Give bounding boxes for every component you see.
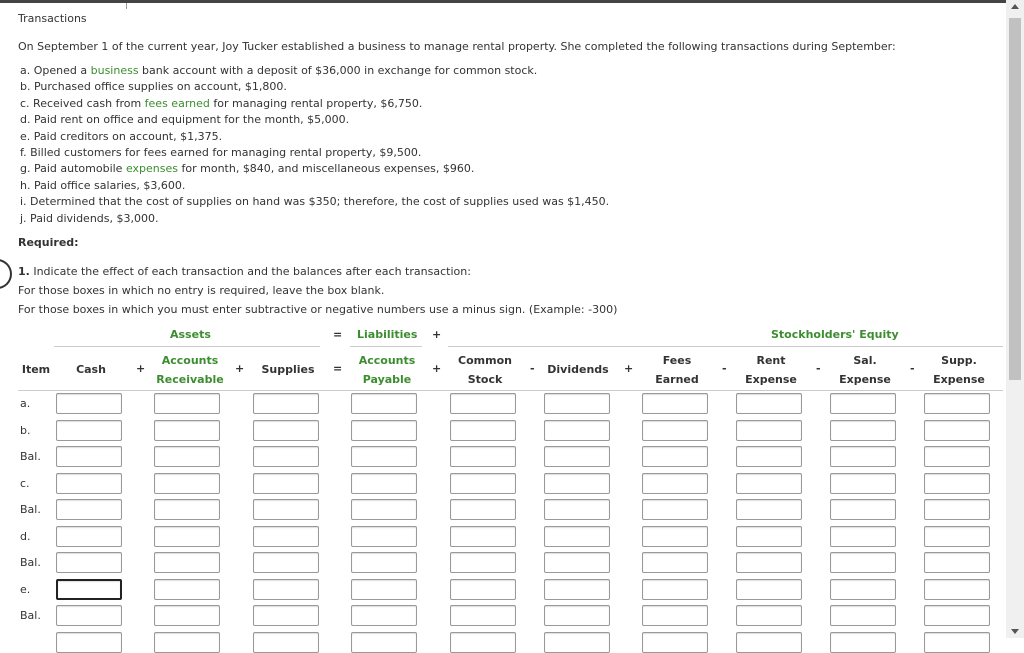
- equals-operator: =: [333, 328, 343, 341]
- dividends-input[interactable]: [544, 420, 610, 441]
- supplies-expense-input[interactable]: [924, 552, 990, 573]
- cash-input[interactable]: [56, 605, 122, 626]
- scrollbar-thumb[interactable]: [1009, 18, 1021, 380]
- transaction-item: i. Determined that the cost of supplies on hand was $350; therefore, the cost of supplies used was $1,450.: [20, 195, 610, 209]
- supplies-input[interactable]: [253, 420, 319, 441]
- vertical-scrollbar[interactable]: [1006, 0, 1024, 638]
- transaction-list: [20, 63, 609, 227]
- supplies-expense-input[interactable]: [924, 499, 990, 520]
- common-stock-input[interactable]: [450, 499, 516, 520]
- cash-input[interactable]: [56, 579, 122, 600]
- col-fees-earned: Fees Earned: [655, 354, 699, 386]
- fees-earned-input[interactable]: [642, 526, 708, 547]
- dividends-input[interactable]: [544, 499, 610, 520]
- dividends-input[interactable]: [544, 446, 610, 467]
- col-supplies-expense: Supp. Expense: [933, 354, 985, 386]
- cash-input[interactable]: [56, 420, 122, 441]
- cash-input[interactable]: [56, 552, 122, 573]
- fees-earned-input[interactable]: [642, 632, 708, 653]
- required-label: Required:: [18, 236, 79, 249]
- common-stock-input[interactable]: [450, 632, 516, 653]
- supplies-expense-input[interactable]: [924, 526, 990, 547]
- transaction-item: g. Paid automobile expenses for month, $840, and miscellaneous expenses, $960.: [20, 162, 475, 176]
- supplies-expense-input[interactable]: [924, 393, 990, 414]
- accounts-receivable-input[interactable]: [154, 552, 220, 573]
- fees-earned-input[interactable]: [642, 446, 708, 467]
- rent-expense-input[interactable]: [736, 446, 802, 467]
- salaries-expense-input[interactable]: [830, 632, 896, 653]
- transaction-item: d. Paid rent on office and equipment for the month, $5,000.: [20, 113, 350, 127]
- supplies-input[interactable]: [253, 393, 319, 414]
- supplies-expense-input[interactable]: [924, 579, 990, 600]
- row-label: e.: [20, 583, 31, 596]
- col-salaries-expense: Sal. Expense: [839, 354, 891, 386]
- salaries-expense-input[interactable]: [830, 393, 896, 414]
- question-1: 1. Indicate the effect of each transaction and the balances after each transaction:: [18, 265, 471, 278]
- group-liabilities: Liabilities: [357, 328, 418, 341]
- row-label: d.: [20, 530, 31, 543]
- supplies-input[interactable]: [253, 605, 319, 626]
- accounts-receivable-input[interactable]: [154, 605, 220, 626]
- common-stock-input[interactable]: [450, 579, 516, 600]
- common-stock-input[interactable]: [450, 526, 516, 547]
- common-stock-input[interactable]: [450, 552, 516, 573]
- tab-marker: [126, 3, 127, 9]
- accounts-receivable-input[interactable]: [154, 632, 220, 653]
- supplies-expense-input[interactable]: [924, 420, 990, 441]
- supplies-expense-input[interactable]: [924, 605, 990, 626]
- salaries-expense-input[interactable]: [830, 605, 896, 626]
- fees-earned-input[interactable]: [642, 605, 708, 626]
- instruction-note: For those boxes in which no entry is required, leave the box blank.: [18, 284, 385, 297]
- col-accounts-receivable: Accounts Receivable: [156, 354, 224, 386]
- fees-earned-input[interactable]: [642, 499, 708, 520]
- accounts-receivable-input[interactable]: [154, 393, 220, 414]
- transaction-item: h. Paid office salaries, $3,600.: [20, 178, 186, 192]
- salaries-expense-input[interactable]: [830, 526, 896, 547]
- plus-operator: +: [136, 362, 146, 375]
- accounts-receivable-input[interactable]: [154, 526, 220, 547]
- common-stock-input[interactable]: [450, 393, 516, 414]
- equity-underline: [448, 346, 1003, 347]
- col-dividends: Dividends: [547, 363, 609, 376]
- cash-input[interactable]: [56, 632, 122, 653]
- accounts-payable-input[interactable]: [351, 526, 417, 547]
- transaction-item: e. Paid creditors on account, $1,375.: [20, 129, 223, 143]
- salaries-expense-input[interactable]: [830, 499, 896, 520]
- col-supplies: Supplies: [261, 363, 315, 376]
- supplies-input[interactable]: [253, 552, 319, 573]
- scroll-up-icon[interactable]: [1011, 4, 1019, 9]
- fees-earned-input[interactable]: [642, 579, 708, 600]
- fees-earned-input[interactable]: [642, 393, 708, 414]
- liabilities-underline: [350, 346, 422, 347]
- transaction-item: b. Purchased office supplies on account, $1,800.: [20, 80, 287, 94]
- dividends-input[interactable]: [544, 526, 610, 547]
- accounts-payable-input[interactable]: [351, 499, 417, 520]
- supplies-input[interactable]: [253, 526, 319, 547]
- fees-earned-input[interactable]: [642, 420, 708, 441]
- glossary-link[interactable]: fees earned: [144, 96, 210, 110]
- plus-operator: +: [235, 362, 245, 375]
- glossary-link[interactable]: expenses: [125, 162, 178, 176]
- header-divider: [18, 390, 1003, 391]
- cash-input[interactable]: [56, 393, 122, 414]
- rent-expense-input[interactable]: [736, 632, 802, 653]
- group-assets: Assets: [170, 328, 211, 341]
- row-label: Bal.: [20, 450, 41, 463]
- accounts-receivable-input[interactable]: [154, 499, 220, 520]
- intro-text: On September 1 of the current year, Joy Tucker established a business to manage rental property. She completed the following transactions during September:: [18, 40, 896, 53]
- minus-operator: -: [910, 362, 915, 375]
- supplies-expense-input[interactable]: [924, 632, 990, 653]
- rent-expense-input[interactable]: [736, 526, 802, 547]
- assets-underline: [54, 346, 320, 347]
- transaction-item: a. Opened a business bank account with a deposit of $36,000 in exchange for common stock.: [20, 64, 538, 77]
- supplies-expense-input[interactable]: [924, 473, 990, 494]
- common-stock-input[interactable]: [450, 446, 516, 467]
- step-indicator-circle: [0, 259, 12, 289]
- supplies-input[interactable]: [253, 446, 319, 467]
- supplies-input[interactable]: [253, 499, 319, 520]
- rent-expense-input[interactable]: [736, 393, 802, 414]
- common-stock-input[interactable]: [450, 605, 516, 626]
- col-common-stock: Common Stock: [458, 354, 512, 386]
- scroll-down-icon[interactable]: [1011, 629, 1019, 634]
- salaries-expense-input[interactable]: [830, 579, 896, 600]
- glossary-link[interactable]: business: [90, 64, 139, 77]
- dividends-input[interactable]: [544, 473, 610, 494]
- row-label: a.: [20, 397, 31, 410]
- rent-expense-input[interactable]: [736, 552, 802, 573]
- accounts-payable-input[interactable]: [351, 446, 417, 467]
- transaction-item: f. Billed customers for fees earned for managing rental property, $9,500.: [20, 145, 422, 159]
- common-stock-input[interactable]: [450, 420, 516, 441]
- dividends-input[interactable]: [544, 552, 610, 573]
- plus-operator: +: [432, 362, 442, 375]
- salaries-expense-input[interactable]: [830, 552, 896, 573]
- supplies-input[interactable]: [253, 579, 319, 600]
- cash-input[interactable]: [56, 446, 122, 467]
- accounts-receivable-input[interactable]: [154, 420, 220, 441]
- equals-operator: =: [333, 362, 343, 375]
- salaries-expense-input[interactable]: [830, 446, 896, 467]
- accounts-receivable-input[interactable]: [154, 446, 220, 467]
- rent-expense-input[interactable]: [736, 473, 802, 494]
- col-accounts-payable: Accounts Payable: [358, 354, 416, 386]
- row-label: Bal.: [20, 609, 41, 622]
- rent-expense-input[interactable]: [736, 605, 802, 626]
- col-rent-expense: Rent Expense: [745, 354, 797, 386]
- dividends-input[interactable]: [544, 579, 610, 600]
- cash-input[interactable]: [56, 473, 122, 494]
- salaries-expense-input[interactable]: [830, 473, 896, 494]
- supplies-expense-input[interactable]: [924, 446, 990, 467]
- cash-input[interactable]: [56, 526, 122, 547]
- cash-input[interactable]: [56, 499, 122, 520]
- group-equity: Stockholders' Equity: [771, 328, 899, 341]
- common-stock-input[interactable]: [450, 473, 516, 494]
- rent-expense-input[interactable]: [736, 420, 802, 441]
- accounts-receivable-input[interactable]: [154, 473, 220, 494]
- col-item: Item: [21, 363, 51, 376]
- transaction-item: c. Received cash from fees earned for managing rental property, $6,750.: [20, 96, 423, 110]
- col-cash: Cash: [76, 363, 106, 376]
- minus-operator: -: [816, 362, 821, 375]
- fees-earned-input[interactable]: [642, 473, 708, 494]
- rent-expense-input[interactable]: [736, 499, 802, 520]
- transaction-item: j. Paid dividends, $3,000.: [20, 211, 159, 225]
- dividends-input[interactable]: [544, 393, 610, 414]
- supplies-input[interactable]: [253, 473, 319, 494]
- salaries-expense-input[interactable]: [830, 420, 896, 441]
- accounts-payable-input[interactable]: [351, 632, 417, 653]
- dividends-input[interactable]: [544, 632, 610, 653]
- minus-operator: -: [530, 362, 535, 375]
- row-label: b.: [20, 424, 31, 437]
- instruction-note: For those boxes in which you must enter subtractive or negative numbers use a minus sign. (Example: -300): [18, 303, 618, 316]
- accounts-payable-input[interactable]: [351, 579, 417, 600]
- plus-operator: +: [432, 328, 442, 341]
- row-label: Bal.: [20, 503, 41, 516]
- accounts-receivable-input[interactable]: [154, 579, 220, 600]
- row-label: Bal.: [20, 556, 41, 569]
- plus-operator: +: [624, 362, 634, 375]
- accounts-payable-input[interactable]: [351, 473, 417, 494]
- fees-earned-input[interactable]: [642, 552, 708, 573]
- supplies-input[interactable]: [253, 632, 319, 653]
- dividends-input[interactable]: [544, 605, 610, 626]
- accounts-payable-input[interactable]: [351, 393, 417, 414]
- section-title: Transactions: [18, 12, 87, 25]
- accounts-payable-input[interactable]: [351, 420, 417, 441]
- accounts-payable-input[interactable]: [351, 605, 417, 626]
- minus-operator: -: [722, 362, 727, 375]
- accounts-payable-input[interactable]: [351, 552, 417, 573]
- rent-expense-input[interactable]: [736, 579, 802, 600]
- row-label: c.: [20, 477, 30, 490]
- top-border: [0, 0, 1006, 3]
